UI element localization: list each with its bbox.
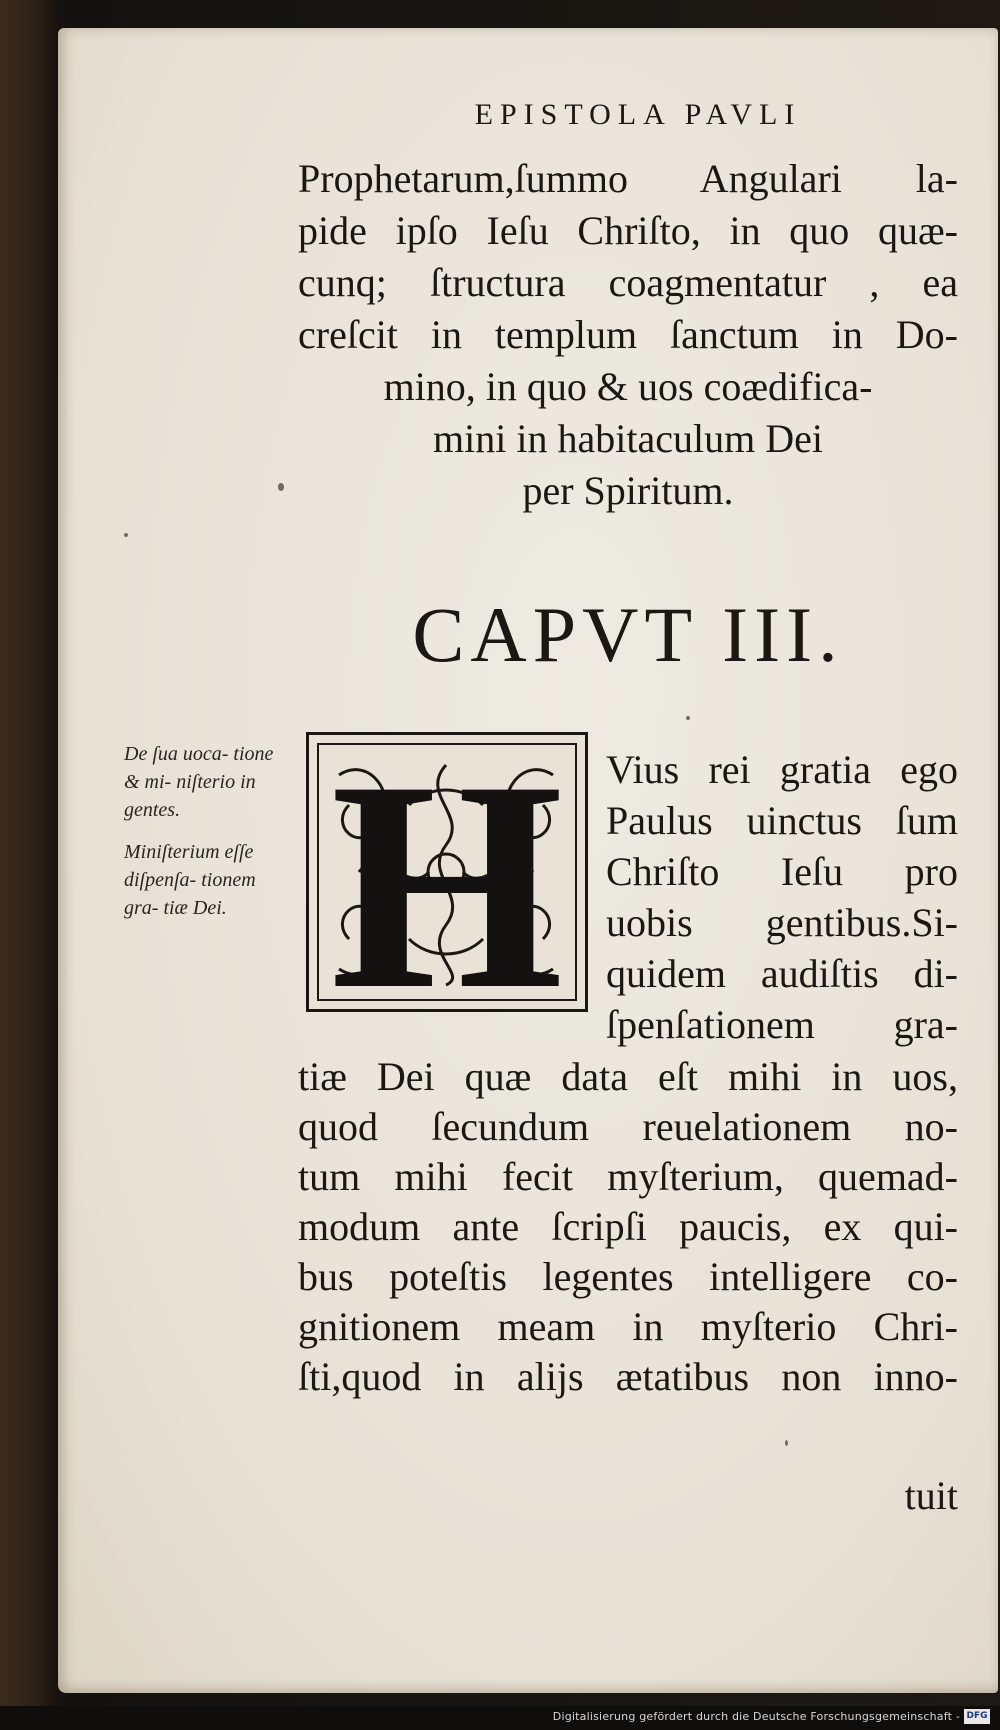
book-spine-shadow	[0, 0, 58, 1730]
dfg-logo: DFG	[964, 1709, 990, 1724]
text-line: quod ſecundum reuelationem no-	[298, 1104, 958, 1149]
paper-speck	[686, 716, 690, 720]
initial-ornament-frame	[317, 743, 577, 1001]
initial-letter: H	[330, 743, 564, 1001]
decorated-initial	[306, 732, 588, 1012]
text-line: tum mihi fecit myſterium, quemad-	[298, 1154, 958, 1199]
text-line: Paulus uinctus ſum	[606, 798, 958, 843]
text-line: ſpenſationem gra-	[606, 1002, 958, 1047]
text-line: Prophetarum,ſummo Angulari la-	[298, 156, 958, 201]
initial-side-text	[606, 744, 958, 1050]
paper-speck	[785, 1440, 788, 1446]
marginal-note: Miniſterium eſſe diſpenſa- tionem gra- tiæ Dei.	[124, 841, 256, 919]
text-line: cunq; ſtructura coagmentatur , ea	[298, 260, 958, 305]
text-line: tiæ Dei quæ data eſt mihi in uos,	[298, 1054, 958, 1099]
catchword: tuit	[904, 1473, 958, 1518]
text-line: mini in habitaculum Dei	[433, 416, 823, 461]
running-head: EPISTOLA PAVLI	[474, 98, 802, 131]
digitization-credit: Digitalisierung gefördert durch die Deutsche Forschungsgemeinschaft -	[552, 1710, 960, 1723]
paper-speck	[278, 483, 284, 491]
text-line: uobis gentibus.Si-	[606, 900, 958, 945]
text-line: pide ipſo Ieſu Chriſto, in quo quæ-	[298, 208, 958, 253]
book-page	[58, 28, 998, 1693]
paper-speck	[124, 533, 128, 537]
top-paragraph	[298, 153, 958, 517]
text-line: modum ante ſcripſi paucis, ex qui-	[298, 1204, 958, 1249]
text-line: Vius rei gratia ego	[606, 747, 958, 792]
text-line: mino, in quo & uos coædifica-	[383, 364, 873, 409]
marginal-note: De ſua uoca- tione & mi- niſterio in gentes.	[124, 743, 274, 821]
chapter-title: CAPVT III.	[412, 591, 844, 678]
main-paragraph	[298, 1052, 958, 1402]
text-line: Chriſto Ieſu pro	[606, 849, 958, 894]
text-line: quidem audiſtis di-	[606, 951, 958, 996]
text-line: ſti,quod in alijs ætatibus non inno-	[298, 1354, 958, 1399]
text-line: bus poteſtis legentes intelligere co-	[298, 1254, 958, 1299]
marginal-notes	[124, 740, 284, 936]
text-line: gnitionem meam in myſterio Chri-	[298, 1304, 958, 1349]
text-line: creſcit in templum ſanctum in Do-	[298, 312, 958, 357]
text-line: per Spiritum.	[522, 468, 734, 513]
